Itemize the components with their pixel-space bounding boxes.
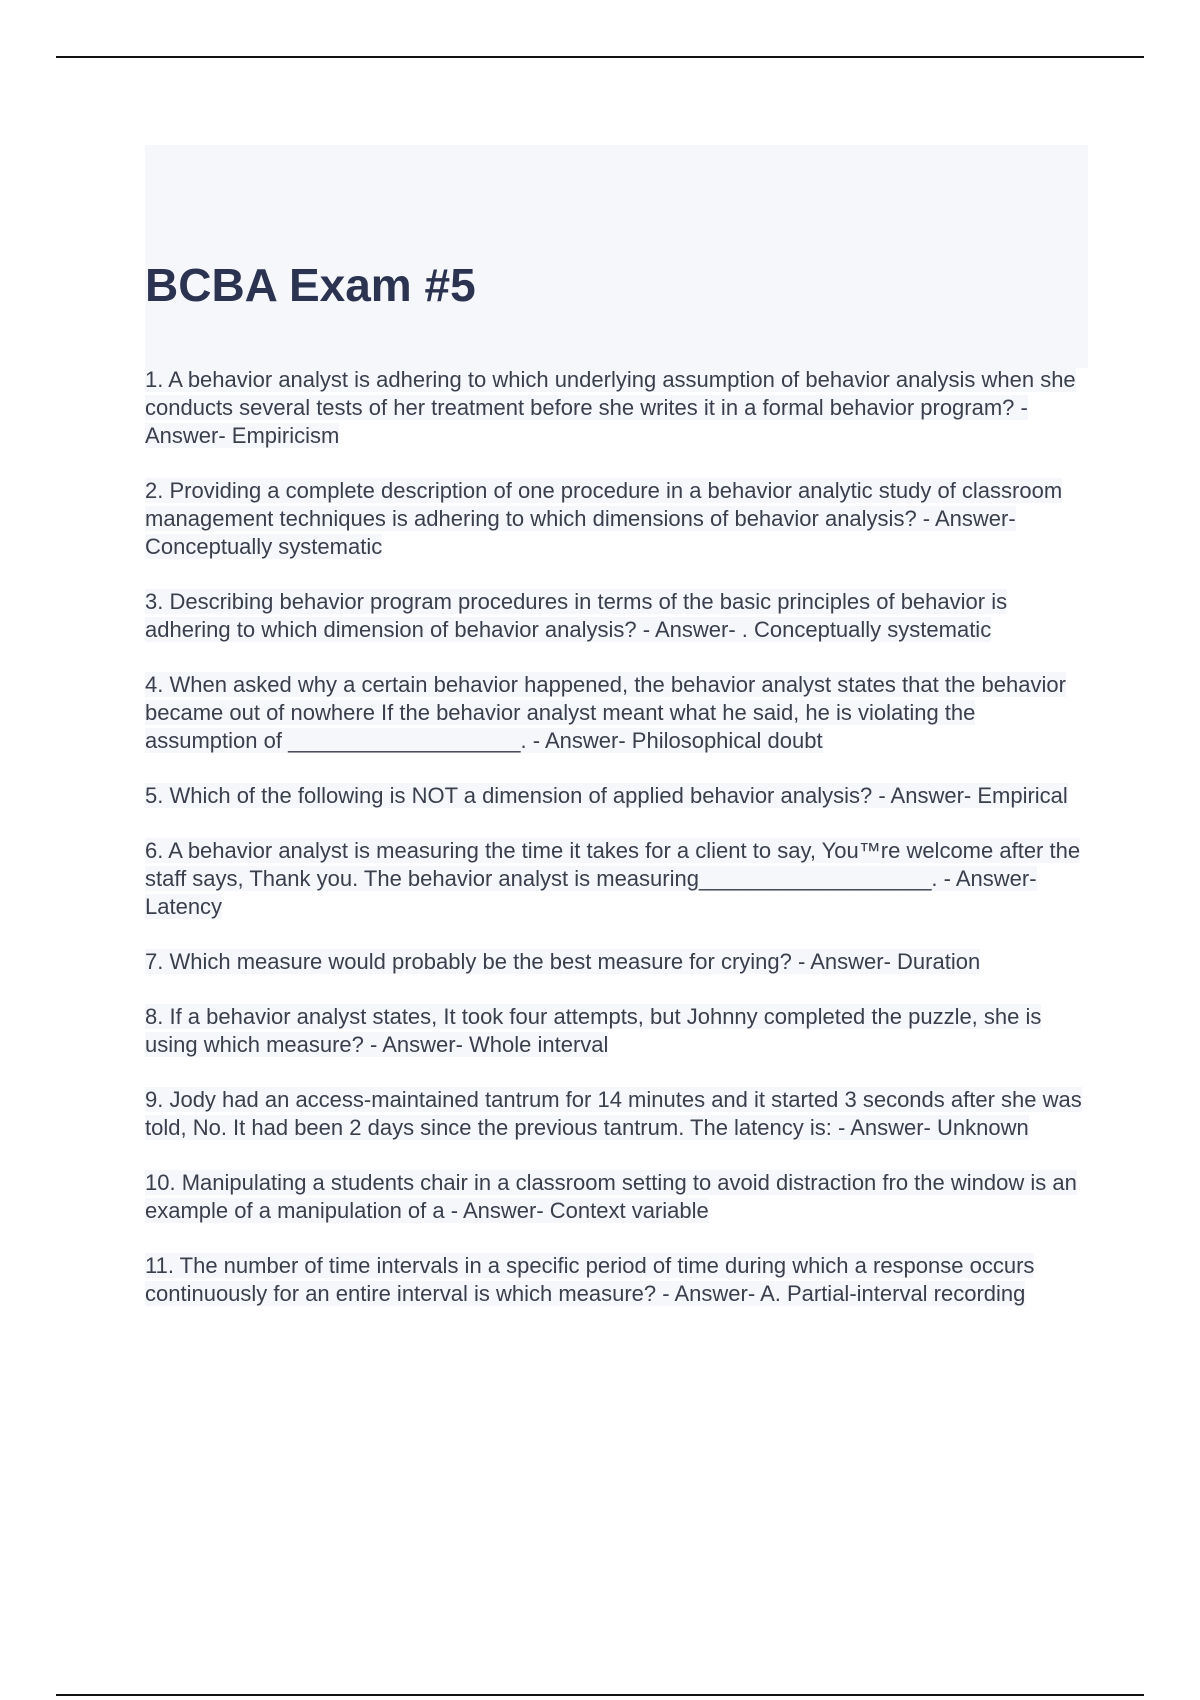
question-item-5 [145, 782, 1090, 810]
document-title: BCBA Exam #5 [145, 259, 476, 311]
question-item-4 [145, 671, 1090, 755]
bottom-rule [56, 1694, 1144, 1696]
question-item-11 [145, 1252, 1090, 1308]
question-text: 9. Jody had an access-maintained tantrum for 14 minutes and it started 3 seconds after she was told, No. It had been 2 days since the previous tantrum. The latency is: - Answer- Unknown [145, 1087, 1082, 1140]
question-text: 4. When asked why a certain behavior happened, the behavior analyst states that the behavior became out of nowhere If the behavior analyst meant what he said, he is violating the assumption of ___________________. - Answer- Philosophical doubt [145, 672, 1066, 753]
question-text: 8. If a behavior analyst states, It took four attempts, but Johnny completed the puzzle, she is using which measure? - Answer- Whole interval [145, 1004, 1042, 1057]
question-item-9 [145, 1086, 1090, 1142]
question-text: 11. The number of time intervals in a specific period of time during which a response occurs continuously for an entire interval is which measure? - Answer- A. Partial-interval recording [145, 1253, 1035, 1306]
question-item-2 [145, 477, 1090, 561]
question-item-6 [145, 837, 1090, 921]
question-text: 7. Which measure would probably be the best measure for crying? - Answer- Duration [145, 949, 981, 974]
question-text: 6. A behavior analyst is measuring the time it takes for a client to say, You™re welcome after the staff says, Thank you. The behavior analyst is measuring___________________. - Answer- Latency [145, 838, 1081, 919]
question-item-1 [145, 366, 1090, 450]
question-text: 2. Providing a complete description of one procedure in a behavior analytic study of classroom management techniques is adhering to which dimensions of behavior analysis? - Answer- Conceptually systematic [145, 478, 1063, 559]
top-rule [56, 56, 1144, 58]
question-item-3 [145, 588, 1090, 644]
question-text: 1. A behavior analyst is adhering to which underlying assumption of behavior analysis when she conducts several tests of her treatment before she writes it in a formal behavior program? - Answer- Empiricism [145, 367, 1076, 448]
question-text: 5. Which of the following is NOT a dimension of applied behavior analysis? - Answer- Empirical [145, 783, 1068, 808]
question-item-8 [145, 1003, 1090, 1059]
question-text: 10. Manipulating a students chair in a classroom setting to avoid distraction fro the window is an example of a manipulation of a - Answer- Context variable [145, 1170, 1077, 1223]
question-item-7 [145, 948, 1090, 976]
question-text: 3. Describing behavior program procedures in terms of the basic principles of behavior is adhering to which dimension of behavior analysis? - Answer- . Conceptually systematic [145, 589, 1008, 642]
question-list [145, 366, 1090, 1335]
question-item-10 [145, 1169, 1090, 1225]
